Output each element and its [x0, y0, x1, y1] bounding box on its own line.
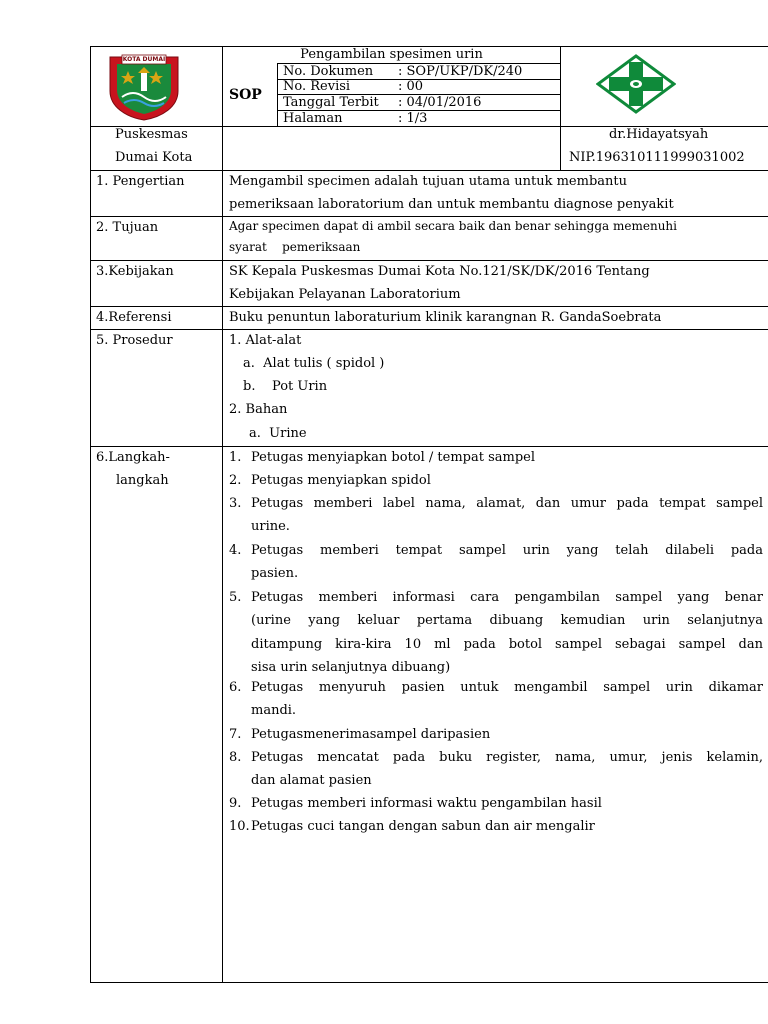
logo-caption: KOTA DUMAI: [122, 56, 166, 63]
step-number: 3.: [229, 496, 242, 511]
sop-label: SOP: [229, 87, 262, 103]
step-text: Petugas menyiapkan botol / tempat sampel: [251, 450, 536, 465]
step-number: 1.: [229, 450, 242, 465]
tujuan-label: 2. Tujuan: [96, 220, 159, 235]
meta-value-no-dokumen: : SOP/UKP/DK/240: [398, 64, 523, 79]
referensi-text-line1: Buku penuntun laboraturium klinik karangnan R. GandaSoebrata: [229, 310, 662, 325]
table-border-bottom: [90, 982, 768, 983]
step-number: 9.: [229, 796, 242, 811]
step-text: mandi.: [251, 703, 297, 719]
step-text: ditampung kira-kira 10 ml pada botol sampel sebagai sampel dan: [251, 636, 763, 652]
step-text: Petugas mencatat pada buku register, nama, umur, jenis kelamin,: [251, 750, 763, 765]
column-divider-right: [560, 46, 561, 170]
meta-label-halaman: Halaman: [283, 111, 343, 126]
kebijakan-label: 3.Kebijakan: [96, 264, 174, 279]
pengertian-label: 1. Pengertian: [96, 174, 185, 189]
kota-dumai-logo: [108, 53, 180, 121]
langkah-label-line2: langkah: [116, 473, 169, 488]
pengertian-text-line2: pemeriksaan laboratorium dan untuk membantu diagnose penyakit: [229, 197, 674, 212]
step-text: Petugas menyuruh pasien untuk mengambil sampel urin dikamar: [251, 680, 763, 695]
tujuan-text-line2: syarat pemeriksaan: [229, 240, 361, 254]
tujuan-text-line1: Agar specimen dapat di ambil secara baik dan benar sehingga memenuhi: [229, 219, 677, 233]
meta-value-tanggal-terbit: : 04/01/2016: [398, 95, 482, 110]
step-text: (urine yang keluar pertama dibuang kemudian urin selanjutnya: [251, 613, 763, 629]
step-number: 5.: [229, 590, 242, 605]
column-divider-main: [222, 46, 223, 983]
step-text: Petugas memberi informasi cara pengambilan sampel yang benar: [251, 590, 763, 605]
step-text: urine.: [251, 519, 290, 535]
document-title: Pengambilan spesimen urin: [300, 47, 483, 62]
step-text: Petugas memberi tempat sampel urin yang telah dilabeli pada: [251, 543, 763, 558]
step-text: Petugas menyiapkan spidol: [251, 473, 431, 488]
institution-line2: Dumai Kota: [115, 150, 193, 165]
institution-line1: Puskesmas: [115, 127, 188, 142]
pengertian-text-line1: Mengambil specimen adalah tujuan utama untuk membantu: [229, 174, 627, 189]
step-text: sisa urin selanjutnya dibuang): [251, 660, 451, 676]
step-number: 7.: [229, 727, 242, 742]
step-number: 4.: [229, 543, 242, 558]
puskesmas-logo: [596, 54, 676, 114]
meta-value-no-revisi: : 00: [398, 79, 424, 94]
meta-label-tanggal-terbit: Tanggal Terbit: [283, 95, 379, 110]
kebijakan-text-line2: Kebijakan Pelayanan Laboratorium: [229, 287, 461, 302]
meta-label-no-revisi: No. Revisi: [283, 79, 351, 94]
step-text: Petugas memberi informasi waktu pengambilan hasil: [251, 796, 602, 811]
prosedur-item-urine: a. Urine: [249, 426, 307, 441]
prosedur-item-alat-tulis: a. Alat tulis ( spidol ): [243, 356, 385, 371]
prosedur-item-bahan: 2. Bahan: [229, 402, 288, 417]
prosedur-label: 5. Prosedur: [96, 333, 173, 348]
step-text: pasien.: [251, 566, 299, 582]
meta-label-no-dokumen: No. Dokumen: [283, 64, 374, 79]
step-text: Petugas memberi label nama, alamat, dan umur pada tempat sampel: [251, 496, 763, 511]
langkah-label-line1: 6.Langkah-: [96, 450, 170, 465]
step-text: Petugas cuci tangan dengan sabun dan air mengalir: [251, 819, 595, 834]
step-number: 6.: [229, 680, 242, 695]
step-number: 10.: [229, 819, 250, 834]
table-border-left: [90, 46, 91, 983]
referensi-label: 4.Referensi: [96, 310, 172, 325]
signer-nip: NIP.196310111999031002: [569, 150, 745, 165]
meta-value-halaman: : 1/3: [398, 111, 428, 126]
prosedur-item-alat: 1. Alat-alat: [229, 333, 302, 348]
step-number: 2.: [229, 473, 242, 488]
step-text: Petugasmenerimasampel daripasien: [251, 727, 491, 742]
step-text: dan alamat pasien: [251, 773, 372, 789]
signer-name: dr.Hidayatsyah: [609, 127, 709, 142]
meta-divider: [277, 63, 278, 127]
kebijakan-text-line1: SK Kepala Puskesmas Dumai Kota No.121/SK/DK/2016 Tentang: [229, 264, 650, 279]
prosedur-item-pot-urin: b. Pot Urin: [243, 379, 328, 394]
step-number: 8.: [229, 750, 242, 765]
